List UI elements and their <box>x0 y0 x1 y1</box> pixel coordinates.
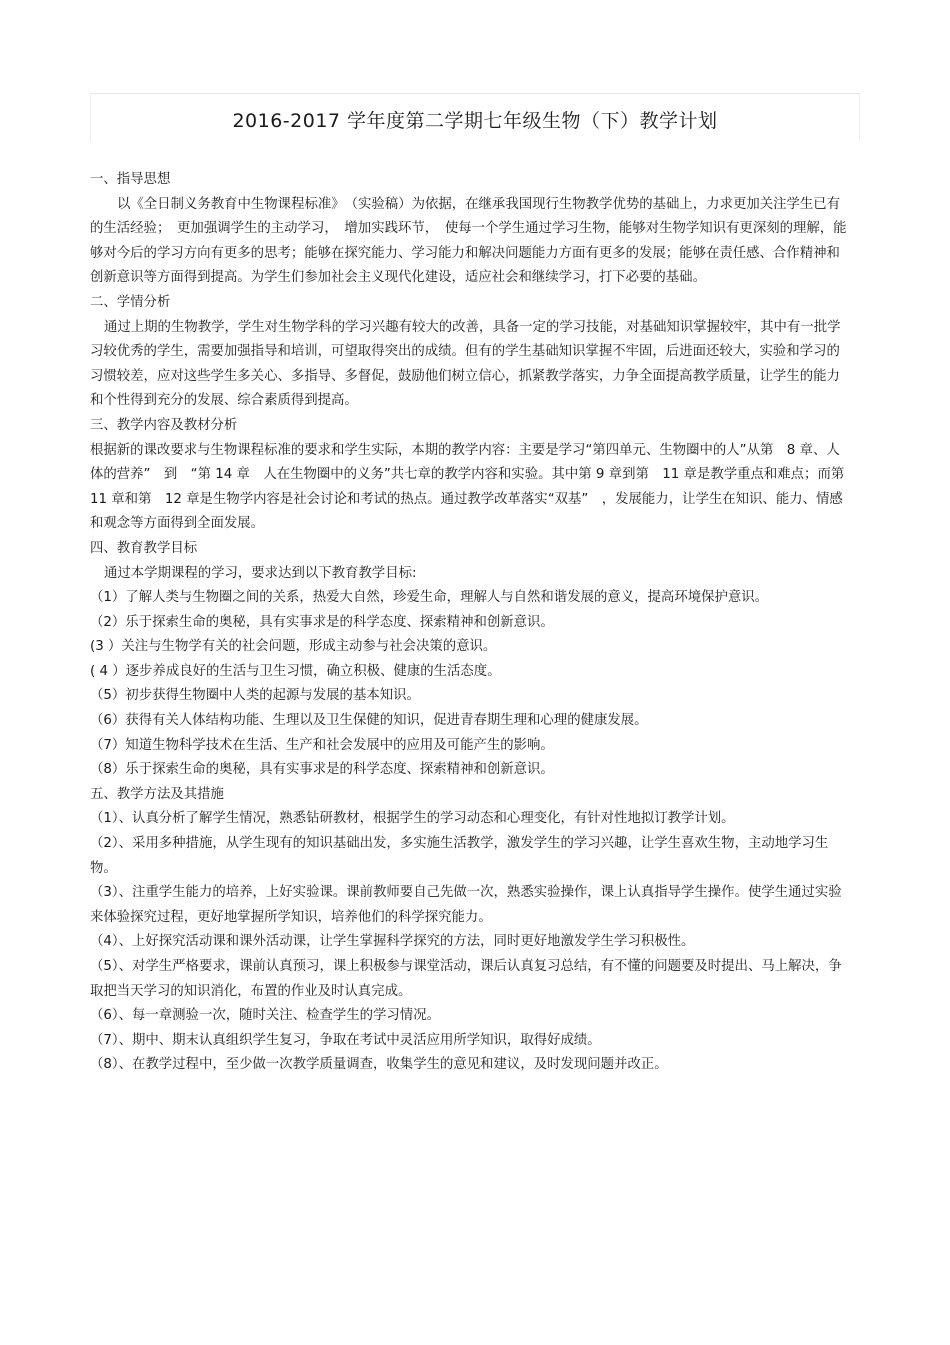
section-heading-student-analysis: 二、学情分析 <box>90 294 171 310</box>
title-box <box>90 93 860 141</box>
method-item: （6）、每一章测验一次，随时关注、检查学生的学习情况。 <box>90 1008 440 1024</box>
method-item: （2）、采用多种措施，从学生现有的知识基础出发，多实施生活教学，激发学生的学习兴趣，让学生喜欢生物，主动地学习生物。 <box>90 836 829 876</box>
method-item: （5）、对学生严格要求，课前认真预习，课上积极参与课堂活动，课后认真复习总结，有不懂的问题要及时提出、马上解决，争取把当天学习的知识消化，布置的作业及时认真完成。 <box>90 959 842 999</box>
section-heading-content-analysis: 三、教学内容及教材分析 <box>90 417 238 433</box>
section-heading-guiding-ideology: 一、指导思想 <box>90 172 171 187</box>
goal-item: （8）乐于探索生命的奥秘，具有实事求是的科学态度、探索精神和创新意识。 <box>90 762 554 778</box>
section-heading-teaching-goals: 四、教育教学目标 <box>90 540 198 556</box>
method-item: （3）、注重学生能力的培养，上好实验课。课前教师要自己先做一次，熟悉实验操作，课上认真指导学生操作。使学生通过实验来体验探究过程，更好地掌握所学知识，培养他们的科学探究能力。 <box>90 885 842 925</box>
paragraph-student-analysis: 通过上期的生物教学，学生对生物学科的学习兴趣有较大的改善，具备一定的学习技能，对基础知识掌握较牢，其中有一批学习较优秀的学生，需要加强指导和培训，可望取得突出的成绩。但有的学生基础知识掌握不牢固，后进面还较大，实验和学习的习惯较差，应对这些学生多关心、多指导、多督促，鼓励他们树立信心，抓紧教学落实，力争全面提高教学质量，让学生的能力和个性得到充分的发展、综合素质得到提高。 <box>90 319 841 409</box>
paragraph-guiding-ideology: 以《全日制义务教育中生物课程标准》 （实验稿）为依据，在继承我国现行生物教学优势的基础上，力求更加关注学生已有的生活经验； 更加强调学生的主动学习， 增加实践环节， 使每一个学生通过学习生物，能够对生物学知识有更深刻的理解，能够对今后的学习方向有更多的思考；能够在探究能力、学习能力和解决问题能力方面有更多的发展；能够在责任感、合作精神和创新意识等方面得到提高。为学生们参加社会主义现代化建设，适应社会和继续学习，打下必要的基础。 <box>90 196 847 286</box>
method-item: （7）、期中、期末认真组织学生复习，争取在考试中灵活应用所学知识，取得好成绩。 <box>90 1032 601 1048</box>
section-heading-teaching-methods: 五、教学方法及其措施 <box>90 786 224 802</box>
document-title: 2016-2017 学年度第二学期七年级生物（下）教学计划 <box>232 110 718 132</box>
goal-item: （1）了解人类与生物圈之间的关系，热爱大自然，珍爱生命，理解人与自然和谐发展的意义，提高环境保护意识。 <box>90 590 769 606</box>
goal-item: ( 4 ）逐步养成良好的生活与卫生习惯，确立积极、健康的生活态度。 <box>90 663 501 679</box>
paragraph-goals-intro: 通过本学期课程的学习，要求达到以下教育教学目标: <box>104 565 417 581</box>
goal-item: （7）知道生物科学技术在生活、生产和社会发展中的应用及可能产生的影响。 <box>90 737 554 753</box>
goal-item: （6）获得有关人体结构功能、生理以及卫生保健的知识，促进青春期生理和心理的健康发展。 <box>90 713 648 729</box>
method-item: （4）、上好探究活动课和课外活动课，让学生掌握科学探究的方法，同时更好地激发学生学习积极性。 <box>90 934 695 950</box>
goal-item: (3 ）关注与生物学有关的社会问题，形成主动参与社会决策的意识。 <box>90 639 497 655</box>
method-item: （8）、在教学过程中，至少做一次教学质量调查，收集学生的意见和建议，及时发现问题并改正。 <box>90 1057 668 1073</box>
method-item: （1）、认真分析了解学生情况，熟悉钻研教材，根据学生的学习动态和心理变化，有针对性地拟订教学计划。 <box>90 811 735 827</box>
document-body <box>90 168 872 1078</box>
goal-item: （2）乐于探索生命的奥秘，具有实事求是的科学态度、探索精神和创新意识。 <box>90 614 554 630</box>
paragraph-content-analysis: 根据新的课改要求与生物课程标准的要求和学生实际，本期的教学内容：主要是学习“第四单元、生物圈中的人”从第 8 章、人体的营养” 到 “第 14 章 人在生物圈中的义务”共七章的教学内容和实验。其中第 9 章到第 11 章是教学重点和难点；而第 11 章和第 12 章是生物学内容是社会讨论和考试的热点。通过教学改革落实“双基” ，发展能力，让学生在知识、能力、情感和观念等方面得到全面发展。 <box>90 442 872 532</box>
goal-item: （5）初步获得生物圈中人类的起源与发展的基本知识。 <box>90 688 420 704</box>
